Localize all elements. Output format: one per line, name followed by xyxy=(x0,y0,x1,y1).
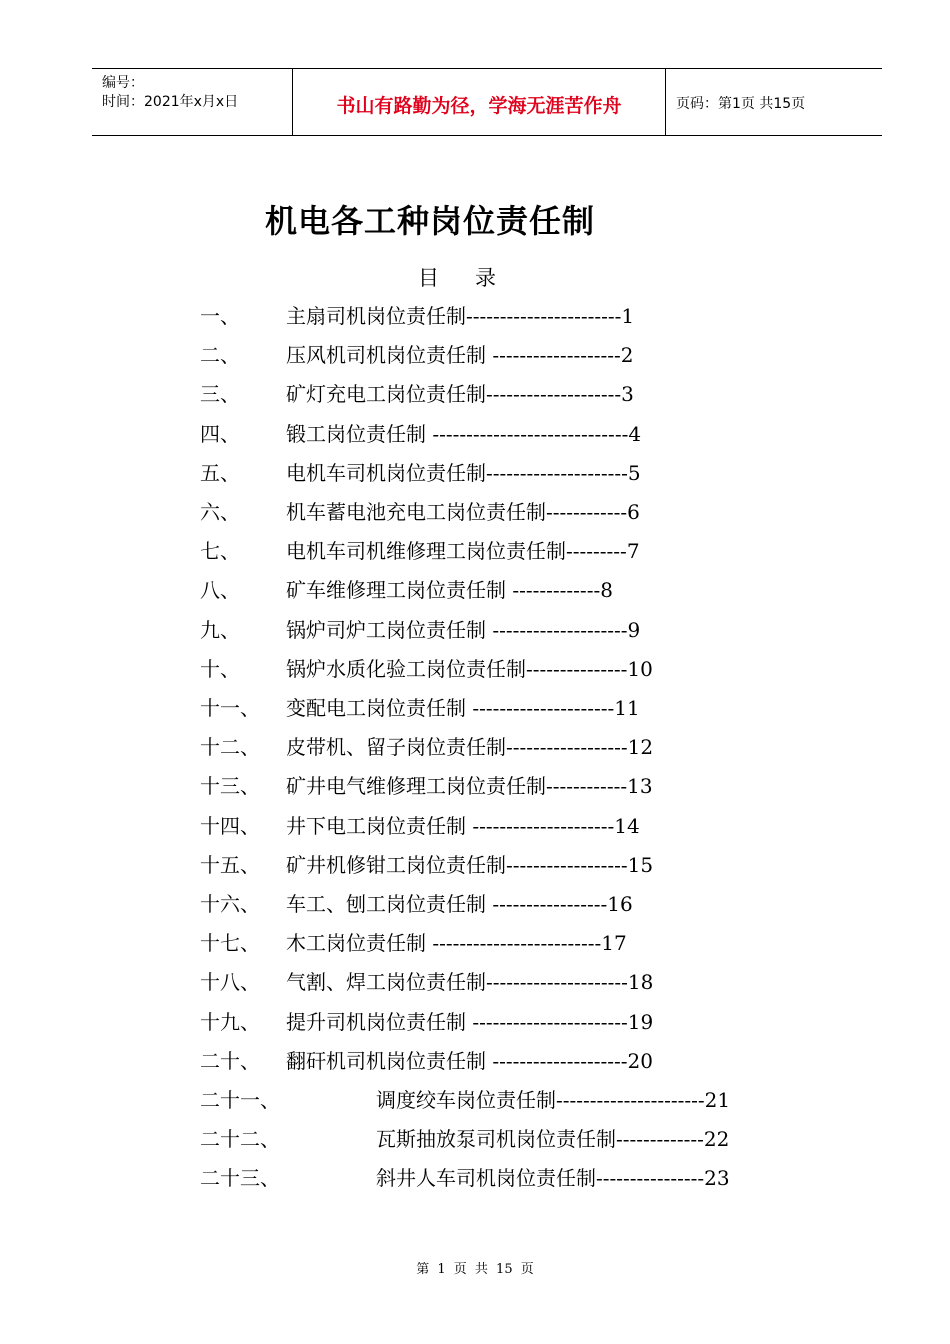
toc-entry-number: 十九、 xyxy=(200,1009,260,1034)
toc-entry-title: 电机车司机维修理工岗位责任制---------7 xyxy=(286,539,640,564)
toc-entry-title: 矿灯充电工岗位责任制--------------------3 xyxy=(286,382,634,407)
toc-entry-number: 十六、 xyxy=(200,892,260,916)
toc-entry-number: 六、 xyxy=(200,500,240,524)
toc-entry-number: 十、 xyxy=(200,656,240,681)
document-time-label: 时间：2021年x月x日 xyxy=(102,94,239,110)
toc-entry-number: 二十一、 xyxy=(200,1088,280,1112)
toc-entry-title: 皮带机、留子岗位责任制------------------12 xyxy=(286,735,654,760)
toc-entry-title: 矿井电气维修理工岗位责任制------------13 xyxy=(286,774,653,799)
toc-entry-number: 十三、 xyxy=(200,774,260,799)
toc-entry-number: 十七、 xyxy=(200,931,260,956)
toc-entry-number: 五、 xyxy=(200,460,240,485)
toc-entry-title: 压风机司机岗位责任制 -------------------2 xyxy=(286,343,634,368)
toc-entry-title: 矿车维修理工岗位责任制 -------------8 xyxy=(286,578,613,603)
header-motto: 书山有路勤为径，学海无涯苦作舟 xyxy=(336,95,622,117)
page-footer: 第 1 页 共 15 页 xyxy=(416,1262,534,1277)
document-title: 机电各工种岗位责任制 xyxy=(264,202,595,240)
toc-entry-title: 井下电工岗位责任制 ---------------------14 xyxy=(286,813,640,838)
toc-entry-number: 七、 xyxy=(200,539,240,564)
toc-entry-number: 八、 xyxy=(200,578,240,603)
toc-entry-number: 二十三、 xyxy=(200,1166,280,1191)
toc-entry-title: 锻工岗位责任制 -----------------------------4 xyxy=(286,421,642,446)
toc-entry-title: 木工岗位责任制 -------------------------17 xyxy=(286,931,627,956)
toc-entry-title: 变配电工岗位责任制 ---------------------11 xyxy=(286,696,640,720)
toc-entry-title: 机车蓄电池充电工岗位责任制------------6 xyxy=(286,500,640,524)
header-info-cell xyxy=(92,69,293,135)
toc-entry-number: 十一、 xyxy=(200,696,260,720)
page-header xyxy=(92,68,882,136)
toc-entry-title: 锅炉水质化验工岗位责任制---------------10 xyxy=(286,656,653,681)
toc-entry-number: 四、 xyxy=(200,421,240,446)
header-motto-cell xyxy=(293,69,666,135)
toc-entry-number: 十二、 xyxy=(200,735,260,760)
toc-entry-number: 十四、 xyxy=(200,813,260,838)
toc-entry-number: 二十二、 xyxy=(200,1127,280,1152)
toc-entry-title: 锅炉司炉工岗位责任制 --------------------9 xyxy=(286,617,641,642)
toc-entry-title: 调度绞车岗位责任制----------------------21 xyxy=(376,1088,731,1112)
toc-entry-number: 九、 xyxy=(200,617,240,642)
toc-entry-title: 主扇司机岗位责任制-----------------------1 xyxy=(286,304,635,328)
toc-entry-title: 矿井机修钳工岗位责任制------------------15 xyxy=(286,852,654,877)
toc-entry-number: 二、 xyxy=(200,343,240,368)
toc-entry-number: 三、 xyxy=(200,382,240,407)
toc-heading: 目录 xyxy=(418,266,532,290)
document-code-label: 编号： xyxy=(102,75,144,91)
toc-entry-number: 一、 xyxy=(200,304,240,328)
toc-entry-title: 电机车司机岗位责任制---------------------5 xyxy=(286,460,641,485)
toc-entry-title: 斜井人车司机岗位责任制----------------23 xyxy=(376,1166,730,1191)
toc-entry-title: 气割、焊工岗位责任制---------------------18 xyxy=(286,970,654,995)
toc-entry-title: 翻矸机司机岗位责任制 --------------------20 xyxy=(286,1048,653,1073)
toc-entry-number: 十八、 xyxy=(200,970,260,995)
toc-entry-title: 提升司机岗位责任制 -----------------------19 xyxy=(286,1009,654,1034)
toc-entry-number: 二十、 xyxy=(200,1048,260,1073)
header-page-number: 页码：第1页 共15页 xyxy=(676,96,806,112)
toc-entry-title: 瓦斯抽放泵司机岗位责任制-------------22 xyxy=(376,1127,730,1152)
toc-entry-title: 车工、刨工岗位责任制 -----------------16 xyxy=(286,892,633,916)
header-page-cell xyxy=(666,69,882,135)
toc-entry-number: 十五、 xyxy=(200,852,260,877)
